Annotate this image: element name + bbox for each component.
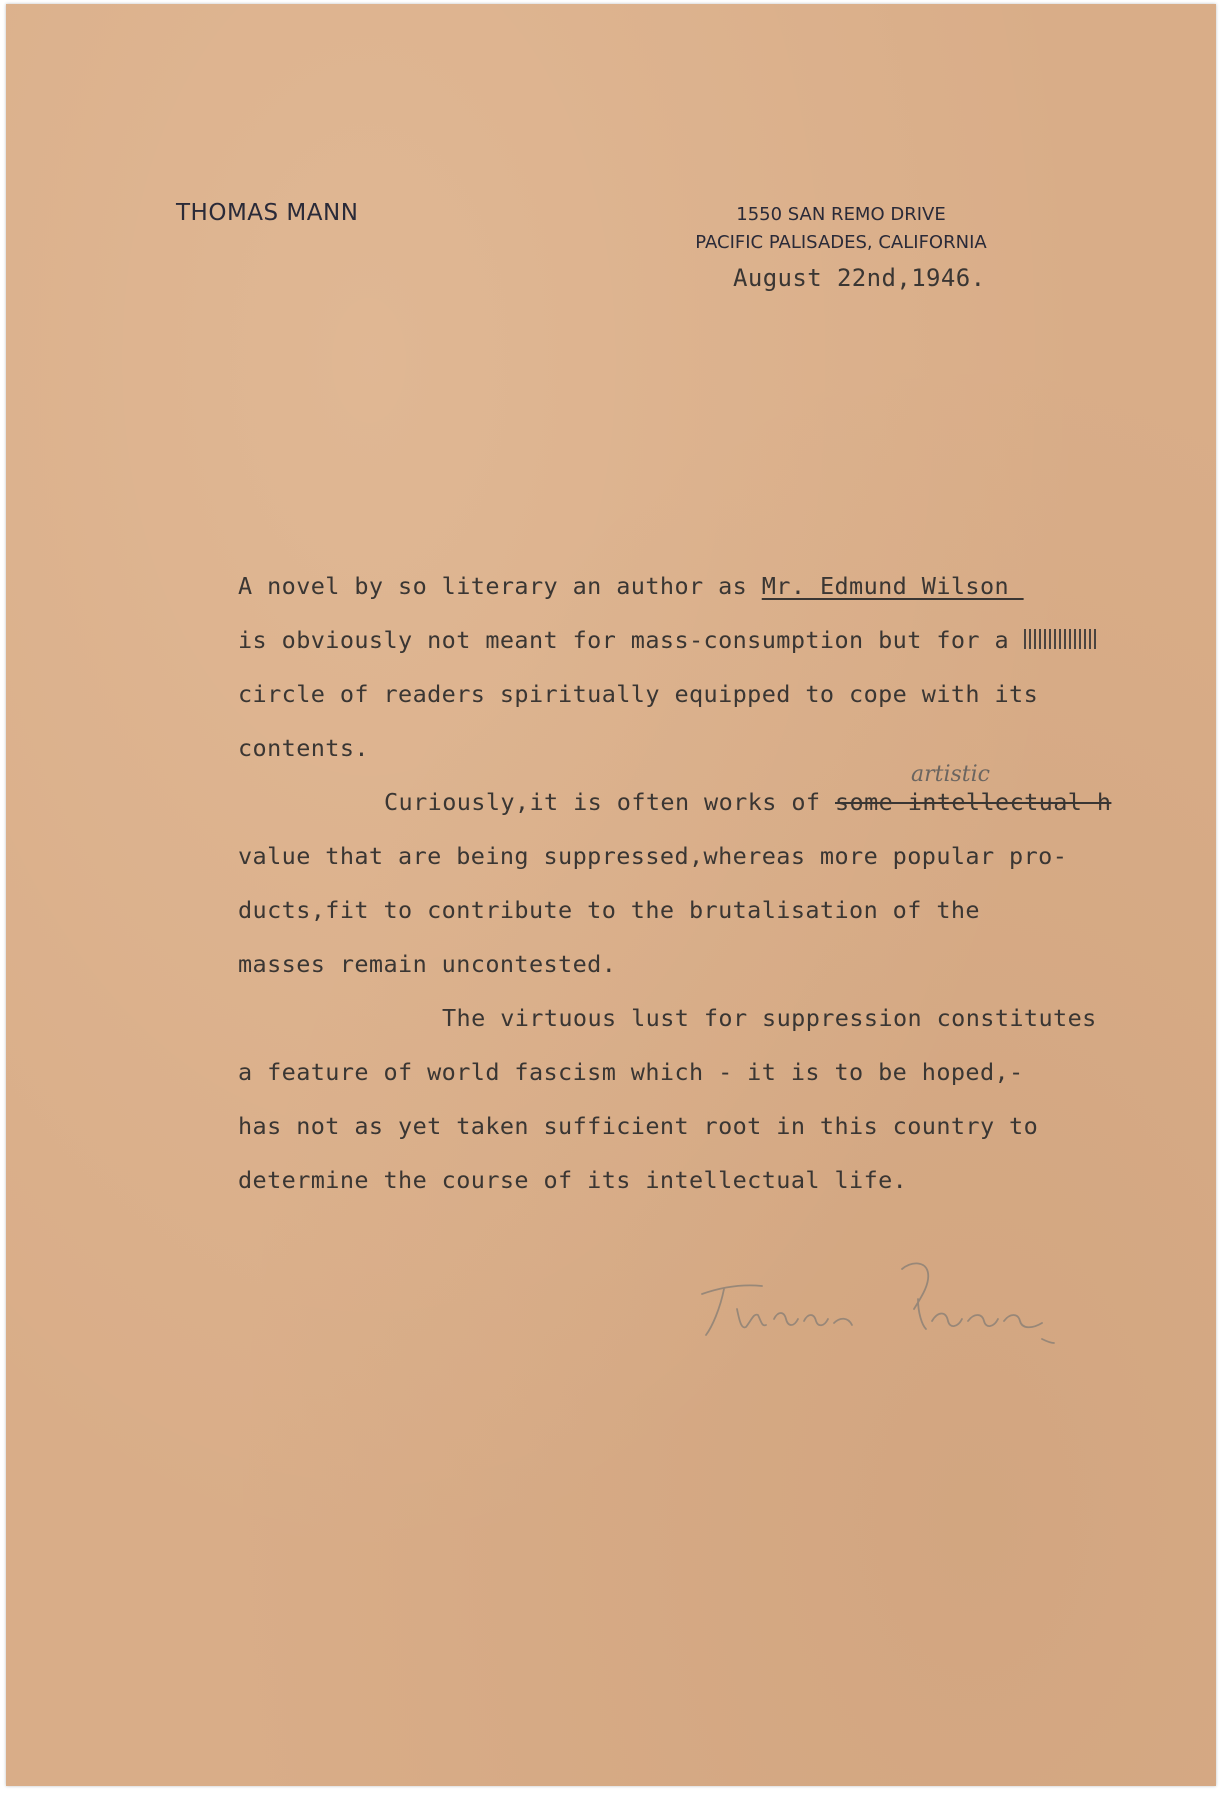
signature [682,1239,1082,1359]
body-line-1 [238,572,1024,600]
body-line-12: determine the course of its intellectual life. [238,1166,908,1194]
body-line-2 [238,626,1096,654]
body-line-6: value that are being suppressed,whereas more popular pro- [238,842,1068,870]
xed-out-word [1024,629,1097,649]
body-line-5-text: Curiously,it is often works of [384,788,835,816]
body-line-3: circle of readers spiritually equipped to cope with its [238,680,1039,708]
struck-text: some intellectual h [835,788,1112,816]
body-line-2-text: is obviously not meant for mass-consumption but for a [238,626,1024,654]
body-line-1-text: A novel by so literary an author as [238,572,762,600]
letterhead-address-line2: PACIFIC PALISADES, CALIFORNIA [695,232,987,253]
addressee-name: Mr. Edmund Wilson [761,572,1024,600]
letter-page [6,4,1216,1786]
letterhead-address-line1: 1550 SAN REMO DRIVE [736,204,946,225]
letterhead-name: THOMAS MANN [176,200,359,226]
body-line-10: a feature of world fascism which - it is to be hoped,- [238,1058,1024,1086]
body-line-7: ducts,fit to contribute to the brutalisation of the [238,896,980,924]
body-line-8: masses remain uncontested. [238,950,617,978]
letter-date: August 22nd,1946. [733,264,986,292]
body-line-5 [384,788,1111,816]
body-line-9: The virtuous lust for suppression constitutes [442,1004,1097,1032]
body-line-4: contents. [238,734,369,762]
handwritten-insertion: artistic [911,762,990,787]
body-line-11: has not as yet taken sufficient root in this country to [238,1112,1039,1140]
